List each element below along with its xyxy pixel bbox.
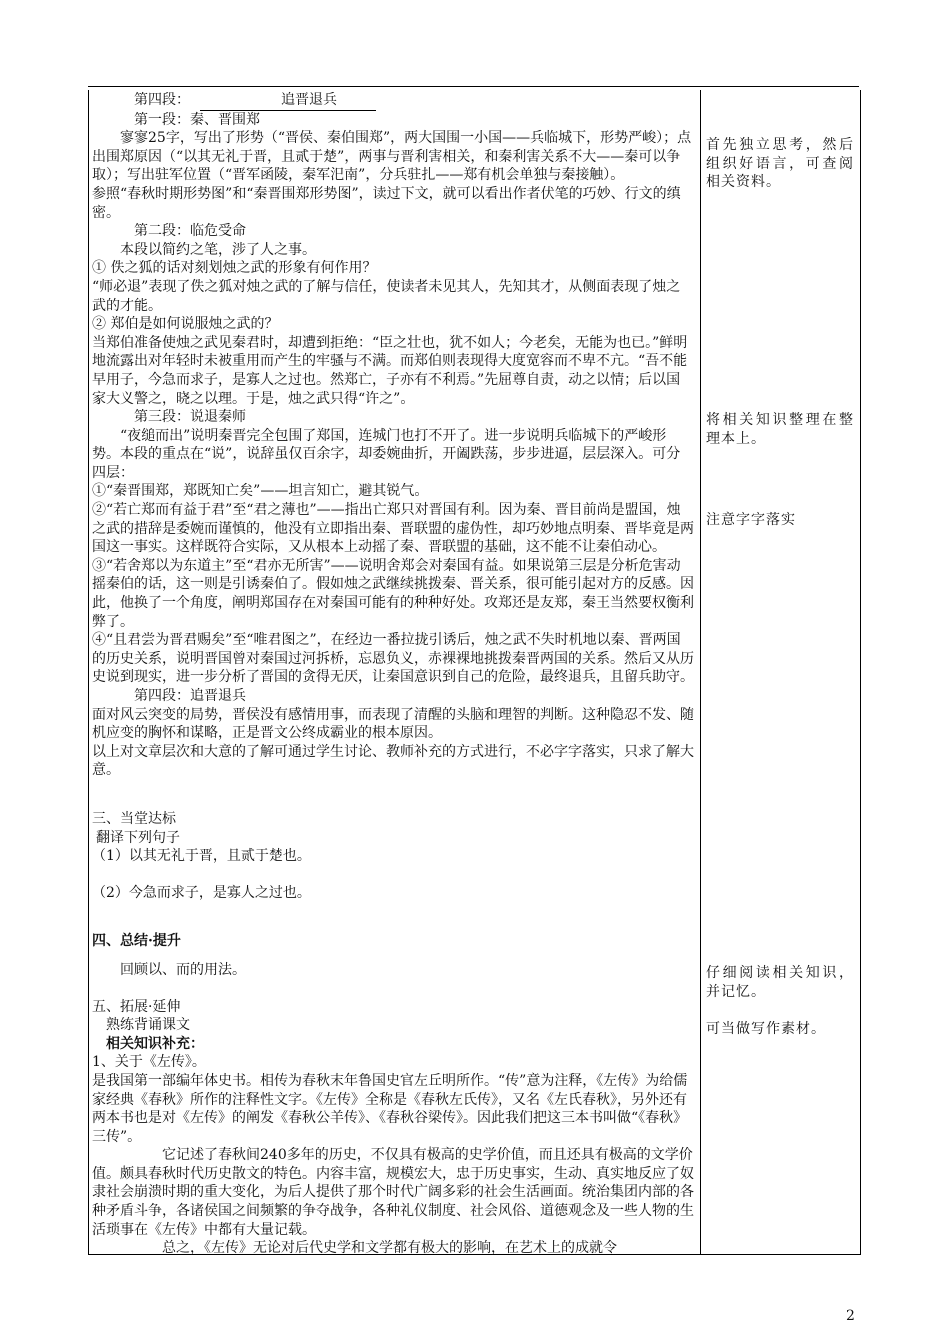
knowledge-p1: 是我国第一部编年体史书。相传为春秋末年鲁国史官左丘明所作。“传”意为注释，《左传》为给儒家经典《春秋》所作的注释性文字。《左传》全称是《春秋左氏传》，又名《左氏春秋》，另外还有两本书也是对《左传》的阐发《春秋公羊传》、《春秋谷梁传》。因此我们把这三本书叫做“《春秋》三传”。 <box>92 1072 688 1145</box>
extension-title: 五、拓展·延伸 <box>92 998 181 1015</box>
analysis-line: ②“若亡郑而有益于君”至“君之薄也”——指出亡郑只对晋国有利。因为秦、晋目前尚是盟国，烛之武的措辞是委婉而谨慎的，他没有立即指出秦、晋联盟的虚伪性，却巧妙地点明秦、晋毕竟是两国这一事实。这样既符合实际，又从根本上动摇了秦、晋联盟的基础，这不能不让秦伯动心。 <box>92 502 694 556</box>
analysis-line: 本段以简约之笔，涉了人之事。 <box>120 241 316 258</box>
practice-sub: 翻译下列句子 <box>96 829 180 846</box>
analysis-line: 第一段：秦、晋围郑 <box>134 111 260 128</box>
section4-header: 第四段： 追晋退兵 <box>92 91 694 111</box>
analysis-line: 以上对文章层次和大意的了解可通过学生讨论、教师补充的方式进行，不必字字落实，只求了解大意。 <box>92 743 694 779</box>
analysis-line: 第三段：说退秦师 <box>134 409 246 426</box>
analysis-line: 面对风云突变的局势，晋侯没有感情用事，而表现了清醒的头脑和理智的判断。这种隐忍不发、随机应变的胸怀和谋略，正是晋文公终成霸业的根本原因。 <box>92 706 694 742</box>
knowledge-p2: 它记述了春秋间240多年的历史，不仅具有极高的史学价值，而且还具有极高的文学价值。颇具春秋时代历史散文的特色。内容丰富，规模宏大，忠于历史事实，生动、真实地反应了奴隶社会崩溃时期的重大变化，为后人提供了那个时代广阔多彩的社会生活画面。统治集团内部的各种矛盾斗争，各诸侯国之间频繁的争夺战争，各种礼仪制度、社会风俗、道德观念及一些人物的生活琐事在《左传》中都有大量记载。 <box>92 1147 694 1238</box>
summary-title: 四、总结·提升 <box>92 933 181 950</box>
analysis-line: 当郑伯准备使烛之武见秦君时，却遭到拒绝：“臣之壮也，犹不如人；今老矣，无能为也已。”鲜明地流露出对年轻时未被重用而产生的牢骚与不满。而郑伯则表现得大度宽容而不卑不亢。“吾不能早用子，今急而求子，是寡人之过也。然郑亡，子亦有不利焉。”先屈尊自责，动之以情；后以国家大义警之，晓之以理。于是，烛之武只得“许之”。 <box>92 334 688 407</box>
practice-title: 三、当堂达标 <box>92 810 176 827</box>
main-column <box>92 91 694 1258</box>
analysis-text <box>92 111 694 780</box>
analysis-line: 寥寥25字，写出了形势（“晋侯、秦伯围郑”，两大国围一小国——兵临城下，形势严峻）；点出围郑原因（“以其无礼于晋，且贰于楚”，两事与晋利害相关，和秦利害关系不大——秦可以争取）；写出驻军位置（“晋军函陵，秦军汜南”，分兵驻扎——郑有机会单独与秦接触）。 <box>92 130 692 184</box>
analysis-line: “师必退”表现了佚之狐对烛之武的了解与信任，使读者未见其人，先知其才，从侧面表现了烛之武的才能。 <box>92 278 681 314</box>
analysis-line: 参照“春秋时期形势图”和“秦晋围郑形势图”，读过下文，就可以看出作者伏笔的巧妙、行文的缜密。 <box>92 185 681 221</box>
page-number: 2 <box>846 1308 855 1324</box>
knowledge-item1: 1、关于《左传》。 <box>92 1054 206 1071</box>
knowledge-p3: 总之，《左传》无论对后代史学和文学都有极大的影响，在艺术上的成就令 <box>162 1240 617 1257</box>
analysis-line: ①“秦晋围郑，郑既知亡矣”——坦言知亡，避其锐气。 <box>92 483 429 500</box>
side-note-3: 注意字字落实 <box>706 512 796 528</box>
section4-title-underlined: 追晋退兵 <box>200 91 376 111</box>
practice-q1: （1）以其无礼于晋，且贰于楚也。 <box>92 848 311 865</box>
side-note-4: 仔细阅读相关知识，并记忆。 <box>706 965 854 1000</box>
analysis-line: ③“若舍郑以为东道主”至“君亦无所害”——说明舍郑会对秦国有益。如果说第三层是分析危害动摇秦伯的话，这一则是引诱秦伯了。假如烛之武继续挑拨秦、晋关系，很可能引起对方的反感。因此，他换了一个角度，阐明郑国存在对秦国可能有的种种好处。攻郑还是友郑，秦王当然要权衡利弊了。 <box>92 557 694 630</box>
side-note-5: 可当做写作素材。 <box>706 1021 826 1037</box>
side-note-1: 首先独立思考，然后组织好语言，可查阅相关资料。 <box>706 137 854 191</box>
analysis-line: 第四段：追晋退兵 <box>134 688 246 704</box>
analysis-line: ② 郑伯是如何说服烛之武的？ <box>92 316 279 333</box>
column-divider <box>700 90 701 1254</box>
analysis-line: ① 佚之狐的话对刻划烛之武的形象有何作用？ <box>92 260 377 277</box>
knowledge-title: 相关知识补充： <box>106 1035 204 1052</box>
summary-text: 回顾以、而的用法。 <box>120 961 246 978</box>
side-note-2: 将相关知识整理在整理本上。 <box>706 412 854 447</box>
practice-q2: （2）今急而求子，是寡人之过也。 <box>92 884 311 901</box>
analysis-line: “夜缒而出”说明秦晋完全包围了郑国，连城门也打不开了。进一步说明兵临城下的严峻形势。本段的重点在“说”，说辞虽仅百余字，却委婉曲折，开阖跌荡，步步进逼，层层深入。可分四层： <box>92 427 681 481</box>
header-rule <box>88 86 859 87</box>
analysis-line: ④“且君尝为晋君赐矣”至“唯君图之”，在经边一番拉拢引诱后，烛之武不失时机地以秦、晋两国的历史关系，说明晋国曾对秦国过河拆桥，忘恩负义，赤裸裸地挑拨秦晋两国的关系。然后又从历史说到现实，进一步分析了晋国的贪得无厌，让秦国意识到自己的危险，最终退兵，且留兵助守。 <box>92 632 694 686</box>
extension-sub: 熟练背诵课文 <box>106 1017 190 1034</box>
analysis-line: 第二段：临危受命 <box>134 223 246 240</box>
lesson-table <box>88 90 861 1255</box>
